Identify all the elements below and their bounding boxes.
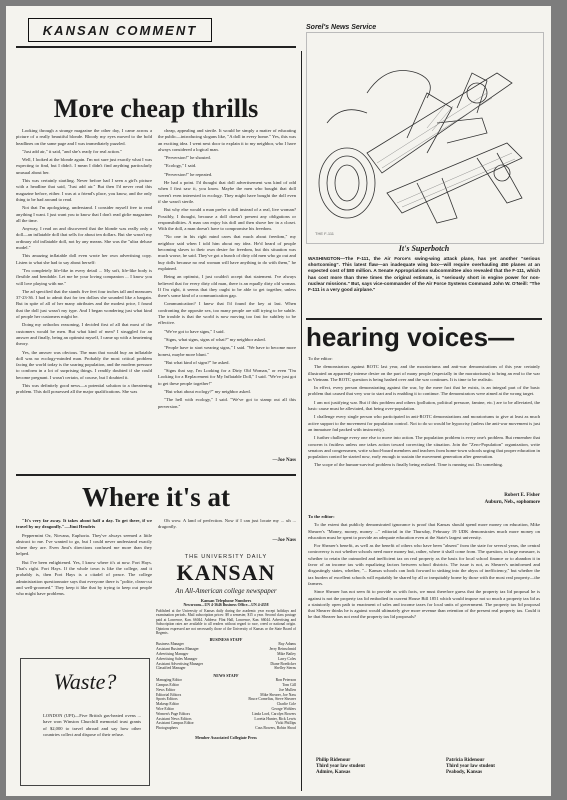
kansan-phone-line: Newsroom—UN 4-3646 Business Office—UN 4-4358 bbox=[183, 603, 269, 607]
kansan-comment-masthead: KANSAN COMMENT bbox=[28, 18, 212, 42]
letter-2-signature-right: Patricia Ridenour Third year law student Peabody, Kansas bbox=[446, 758, 495, 775]
staff-row: News Editor Joe Mullen bbox=[156, 687, 296, 692]
staff-row: Women's Page Editors Linda Lord, Carolyn Bowers bbox=[156, 711, 296, 716]
staff-row: Advertising Sales Manager Larry Coles bbox=[156, 656, 296, 661]
waste-text: LONDON (UPI)—Five British gas-heated ovens ... have won Winston Churchill memorial trust grants of $2,000 to travel abroad and say how other countries collect and dispose of their refuse. bbox=[43, 713, 141, 737]
letter-1-signature-line2: Auburn, Neb., sophomore bbox=[484, 500, 540, 505]
business-staff-list bbox=[156, 642, 296, 671]
where-column-2: Oh wow. A land of perfection. Now if I can just locate my ... uh ... dragonfly. bbox=[158, 518, 296, 530]
staff-row: Sports Editors Bruce Cornelius, Steve Shearer bbox=[156, 697, 296, 702]
kansan-phones: Kansan Telephone Numbers bbox=[200, 598, 252, 603]
superbotch-text: WASHINGTON—The F-111, the Air Force's swing-wing attack plane, has yet another "serious shortcoming". This latest flaw—an inadequate wing box—will require overhauling 450 planes at an expected cost of $80 million. A Senate Appropriations subcommittee also revealed that the F-111, which has cost more than three times the original estimate, is "seriously short in engine power for non-nuclear missions." But, says vice-commander of the Air Force Systems Command John W. O'Neill: "The F-111 is a very good airplane." bbox=[308, 256, 540, 293]
cheap-thrills-column-2: cheap, appealing and sterile. It would be simply a matter of educating the public—introducing slogans like, "A doll in every home." Yes, this was an exciting idea. I went next door to explain it to my neighbor, who I have always considered a logical man. "Perversion!" he shouted. "Ecology," I said. "Perversion!" he repeated. He had a point. I'd thought that doll advertisement was kind of odd when I first saw it, you know. Maybe the men who bought that doll weren't even interested in ecology. They might have bought the doll even if she wasn't sterile. But why else would a man prefer a doll instead of a real, live woman? Possibly, I thought, because a doll doesn't present any obligations or responsibilities. A man can enjoy his doll and then shove her in a closet. With the doll, a man doesn't have to compromise his freedom. "No one in his right mind cares that much about freedom," my neighbor said when I told him about my idea. He'd heard of people becoming slaves to their own desire for freedom, but this situation was much worse, he said. They've got a bunch of dirty old men who go out and buy dolls because no real woman will have anything to do with them," he explained. Being an optimist, I just couldn't accept that statement. I've always believed that for every dirty old man, there is an equally dirty old woman. If I'm right, it seems that they ought to be able to get together, unless there's some kind of a communication gap. Communication? I knew that I'd found the key at last. When confronting the opposite sex, too many people are still trying to be subtle. The trouble is that the world is now moving too fast for subtlety to be effective. "We've got to have signs," I said. "Signs, what signs, signs of what?" my neighbor asked. "People have to start wearing signs," I said. "We have to become more honest, maybe more blunt." "But what kind of signs?" he asked. "Signs that say, I'm Looking for a Dirty Old Woman," or even "I'm Looking for a Replacement for My Inflatable Doll," I said. "We've just got to get these people together!" "But what about ecology?" my neighbor asked. "The hell with ecology," I said. "We've got to stamp out all this perversion." bbox=[158, 128, 296, 409]
news-staff-list bbox=[156, 678, 296, 731]
waste-box bbox=[20, 658, 150, 786]
kansan-member: Member Associated Collegiate Press bbox=[195, 734, 257, 740]
staff-row: Assistant Campus Editor Vicki Phillips bbox=[156, 721, 296, 726]
cheap-thrills-signature: —Joe Nass bbox=[272, 458, 296, 463]
kansan-staff-box bbox=[156, 554, 296, 790]
news-heading: NEWS STAFF bbox=[213, 673, 239, 679]
kansan-info: Published at the University of Kansas daily during the academic year except holidays and examination periods. Mail subscription prices: $8 a semester, $15 a year. Second class postage paid at Lawrence, Kan. 66044. Address: Flint Hall, Lawrence, Kan. 66044. Advertising and Subscription rates are available to all readers without regard to race, creed or national origin. Opinions expressed are not necessarily those of the University of Kansas or the State Board of Regents. bbox=[156, 609, 296, 636]
staff-row: Photographers Cass Bowers, Robin Shoaf bbox=[156, 726, 296, 731]
column-divider bbox=[301, 51, 302, 791]
letter-1: To the editor: The demonstrators against ROTC last year, and the moratoriums and anti-war demonstrations of this year certainly illustrated an apparently intense desire on the part of many people (especially in the moratoriums) to bring an end to the war in Vietnam. The ROTC question is being hashed over and the war continues. It is time to be realistic. In effect, every person demonstrating against the war, by the mere fact that he exists, is an integral part of the basic problem that caused that very war to start and is enabling it to continue. The demonstrators were aimed at the wrong target. I am not justifying war. But if this problem and others (pollution, political pressure, famine, etc.) are to be alleviated, the basic cause must be alleviated, that being over-population. I challenge every single person who participated in anti-ROTC demonstrations and moratoriums to give at least as much active support to the movement for population control. Not to do so would be hypocrisy (unless the anti-war movement is just an immature fad packed with insincerity). I further challenge every one else to move into action. The population problem is every one's problem. But remember that concern is fruitless unless one takes action toward correcting the situation. Join the "Zero-Population" organization, write senators and congressmen, write school-board members and teachers from home-town schools urging that proper education in population control be started now, early enough to sustain the movement generation after generation. The scope of the human-survival problem is finally being realized. Time is running out. Do something. bbox=[308, 356, 540, 468]
masthead-rule bbox=[16, 46, 296, 48]
hearing-voices-headline: hearing voices— bbox=[306, 322, 515, 352]
staff-row: Assistant News Editors Loretta Hunter, Rick Lewis bbox=[156, 716, 296, 721]
staff-row: Business Manager Ray Adams bbox=[156, 642, 296, 647]
letter-2-signature-left: Philip Ridenour Third year law student Admire, Kansas bbox=[316, 758, 365, 775]
staff-row: Makeup Editor Charlie Cole bbox=[156, 702, 296, 707]
staff-row: Assistant Business Manager Jerry Reinschmid bbox=[156, 647, 296, 652]
staff-row: Managing Editor Ron Peterson bbox=[156, 678, 296, 683]
newspaper-page bbox=[6, 6, 551, 796]
waste-title: Waste? bbox=[53, 669, 117, 694]
f111-drawing bbox=[307, 33, 543, 243]
cheap-thrills-column-1: Looking through a strange magazine the other day, I came across a picture of a really beautiful blonde. Bloody my eyes moved to the bold headlines on the same page and I was immediately puzzled. "Just add air," it said, "and she's ready for real action." Well, I looked at the blonde again. I'm not sure just exactly what I was expecting to find, but I didn't. I mean I didn't find anything particularly unusual about her. This was certainly startling. Never before had I seen a girl's picture with a headline that said, "Just add air." But then I'd never read this magazine before, either. I was at a friend's place, you know, and the only thing to be had around to read. Not that I'm apologizing, understand. I consider myself free to read anything I want. I just want you to know that I don't read girlie magazines all the time. Anyway, I read on and discovered that the blonde was really only a doll—an inflatable doll that sells for about ten dollars. But she wasn't my ordinary old inflatable doll, not by any means. She was the "ultra deluxe model." This amazing inflatable doll even wrote her own advertising copy. Listen to what she had to say about herself: "I'm completely life-like in every detail ... My soft, life-like body is flexible and bendable. Let me be your loving companion ... I know you will love playing with me." The ad specified that the stands five feet four inches tall and measures 37-23-36. I had to admit that for ten dollars she sounded like a bargain. But in spite of all of her many attributes and the modest price, I found that the doll just wasn't my type. And I began wondering just what kind of people her customers might be. Doing my orthodox reasoning, I decided first of all that most of the customers would be men. But what kind of men? I struggled for an answer and finally, being an optimist myself, I came up with a heartening theory. Yes, the answer was obvious. The man that would buy an inflatable doll was no ecology-minded man. Probably the most critical problem facing the world today is the soaring population, and the modern pressure to conform in a lot of surprising things. I readily doubted if she could become pregnant. I wasn't certain, of course, but I doubted it. This was definitely good news—a potential solution to a threatening problem. This doll possessed all the major qualifications. She was bbox=[16, 128, 152, 395]
where-signature: —Joe Nass bbox=[272, 538, 296, 543]
kansan-subtitle: An All-American college newspaper bbox=[175, 587, 277, 595]
superbotch-rule bbox=[306, 318, 542, 320]
letter-1-signature: Robert E. Fisher bbox=[504, 493, 540, 498]
staff-row: Campus Editor Tom Gill bbox=[156, 683, 296, 688]
superbotch-caption: It's Superbotch bbox=[398, 244, 450, 253]
where-rule bbox=[16, 474, 296, 476]
staff-row: Assistant Advertising Manager Diane Boedicker bbox=[156, 661, 296, 666]
cheap-thrills-headline: More cheap thrills bbox=[53, 94, 259, 123]
superbotch-cartoon bbox=[306, 32, 544, 244]
sorel-credit: Sorel's News Service bbox=[306, 24, 377, 31]
where-column-1: "It's very far away. It takes about half a day. To get there, if we travel by my dragonfly."—Jimi Hendrix Peppermint Oz, Nirvana, Euphoria. They've always seemed a little abstract to me. I've wanted to go, but I could never understand exactly where they are. Even Jimi's directions confused me more than they helped. But I've been enlightened. Yes, I know where it's at now. Fort Hays. That's right. Fort Hays. If the whole town is like the college, and it probably is, then Fort Hays is a citadel of peace. The college administration questionnaire says that everyone there is "polite, clean-cut and well-groomed." They keep it like that by trying to keep out people who might have problems. bbox=[16, 518, 152, 597]
staff-row: Editorial Editors Mike Shearer, Joe Nass bbox=[156, 692, 296, 697]
kansan-title: KANSAN bbox=[176, 560, 276, 585]
staff-row: Classified Manager Shelley Sterns bbox=[156, 666, 296, 671]
business-heading: BUSINESS STAFF bbox=[209, 637, 243, 643]
letter-2: To the editor: To the extent that publicly demonstrated ignorance is proof that Kansas should spend more money on education, Mike Shearer's "Money, money, money ..." editorial in the Thursday, February 19 UDK demonstrates much more money on education must be spent to provide an adequate education even at the State's largest university. For Shearer's benefit, as well as the benefit of others who have been "absent" from the state for several years, the central controversy is not whether schools need more money but, rather, where it shall come from. The question, in large measure, is whether to retain the outmoded and inefficient tax on real property as the basis for local school finance or to abandon it in favor of an income tax with equalizing factors between school districts. The issue is not, as Shearer's uninformed and disgustingly states, whether, "... Kansas schools can look forward to sinking into the abyss of inefficiency," but whether the tax burden of excellent schools will equitably be shared by all or inequitably borne by those with the most real property—the farmers. Since Shearer has not seen fit to provide us with facts, we must therefore guess that the property tax lid proposal he is against is not the property tax lid embodied in current House Bill 1851 which would impose not so much a property tax lid as a statutorily open path to enactment of sales and income taxes for local units of government. The property tax lid proposal that Shearer thinks he is against would ultimately give more revenue than retention of the present real property tax. Could it be that Shearer has not read the property tax lid proposals? bbox=[308, 514, 540, 620]
staff-row: Wire Editor George Wohlers bbox=[156, 707, 296, 711]
staff-row: Advertising Manager Mike Bailey bbox=[156, 652, 296, 657]
where-headline: Where it's at bbox=[82, 482, 230, 512]
f111-drawing-label: THE F-111 bbox=[315, 231, 334, 236]
kansan-top: THE UNIVERSITY DAILY bbox=[184, 554, 268, 560]
